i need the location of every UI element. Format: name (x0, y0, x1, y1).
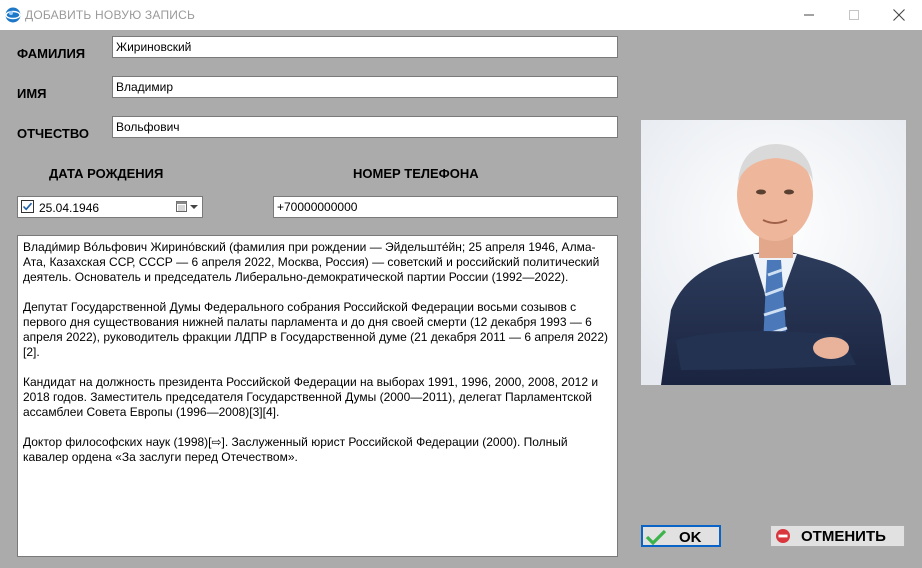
cancel-button-label: ОТМЕНИТЬ (801, 528, 886, 545)
birthdate-picker[interactable] (17, 196, 203, 218)
name-input[interactable]: Владимир (112, 76, 618, 98)
surname-label: ФАМИЛИЯ (17, 46, 86, 61)
ok-button-label: OK (679, 529, 702, 546)
minimize-icon (804, 10, 814, 20)
ok-button[interactable] (641, 525, 721, 547)
cancel-icon (775, 528, 791, 544)
name-label: ИМЯ (17, 86, 47, 101)
person-photo (641, 120, 906, 385)
app-globe-icon (5, 7, 21, 23)
phone-label: НОМЕР ТЕЛЕФОНА (353, 166, 479, 181)
birthdate-value: 25.04.1946 (39, 201, 100, 215)
maximize-button[interactable] (831, 0, 877, 30)
biography-textarea[interactable] (17, 235, 618, 557)
checkbox-checked-icon[interactable] (21, 200, 34, 213)
checkmark-icon (645, 529, 667, 545)
close-icon (893, 9, 905, 21)
bio-paragraph-3: Кандидат на должность президента Российской Федерации на выборах 1991, 1996, 2000, 2008, 2012 и 2018 годов. Заместитель председателя Государственной Думы (2000—2011), делегат Парламентской ассамблеи Совета Европы (1996—2008)[3][4]. (23, 375, 599, 419)
close-button[interactable] (876, 0, 922, 30)
maximize-icon (849, 10, 859, 20)
patronymic-label: ОТЧЕСТВО (17, 126, 90, 141)
patronymic-input[interactable]: Вольфович (112, 116, 618, 138)
bio-paragraph-1: Влади́мир Во́льфович Жирино́вский (фамилия при рождении — Эйдельште́йн; 25 апреля 1946, Алма-Ата, Казахская ССР, СССР — 6 апреля 2022, Москва, Россия) — советский и российский политический деятель. Основатель и председатель Либерально-демократической партии России (1992—2022). (23, 240, 600, 284)
calendar-dropdown-icon[interactable] (176, 200, 200, 214)
bio-paragraph-2: Депутат Государственной Думы Федерального собрания Российской Федерации восьми созывов с первого дня существования нижней палаты парламента и до дня своей смерти (12 декабря 1993 — 6 апреля 2022), руководитель фракции ЛДПР в Государственной думе (21 декабря 2011 — 6 апреля 2022)[2]. (23, 300, 608, 359)
surname-input[interactable]: Жириновский (112, 36, 618, 58)
window-title: ДОБАВИТЬ НОВУЮ ЗАПИСЬ (25, 8, 196, 22)
phone-input[interactable]: +70000000000 (273, 196, 618, 218)
minimize-button[interactable] (786, 0, 832, 30)
title-bar (0, 0, 922, 30)
bio-paragraph-4: Доктор философских наук (1998)[⇨]. Заслуженный юрист Российской Федерации (2000). Полный кавалер ордена «За заслуги перед Отечеством». (23, 435, 568, 464)
cancel-button[interactable] (770, 525, 905, 547)
birthdate-label: ДАТА РОЖДЕНИЯ (49, 166, 164, 181)
